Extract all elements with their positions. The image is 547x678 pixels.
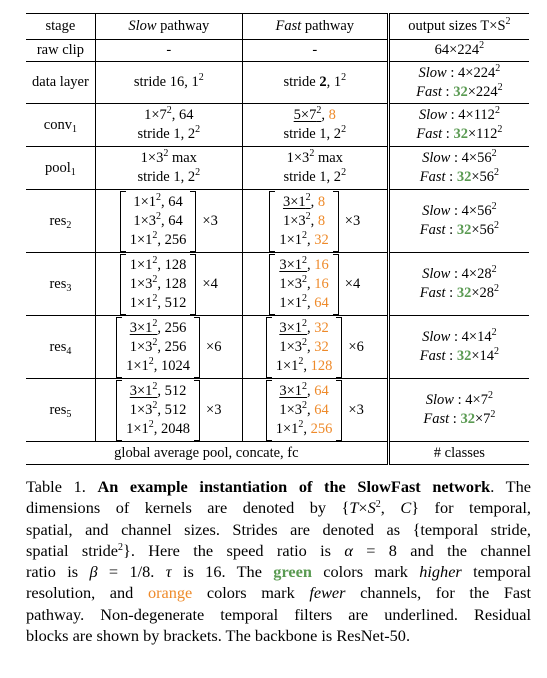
kernel-size: 1×3 (282, 212, 306, 229)
caption-segment: ratio is (26, 562, 90, 582)
caption-segment: An example instantiation of the SlowFast network (97, 477, 491, 496)
table-header-row (26, 14, 529, 40)
superscript: 2 (148, 355, 154, 367)
kernel-line (276, 420, 333, 439)
channels: , 256 (157, 338, 187, 355)
residual-block (266, 380, 364, 441)
out-raw-clip: $64\times 224^2$ (388, 40, 529, 62)
channels: , 256 (157, 231, 187, 248)
kernel-line (279, 231, 328, 250)
fast-size: ×14 (471, 348, 494, 364)
row-res-3 (26, 253, 529, 316)
kernel-size: 1×1 (275, 420, 299, 437)
kernel-size: 1×1 (129, 231, 153, 248)
repeat-count: ×4 (344, 275, 361, 292)
channels: , 512 (157, 401, 187, 418)
row-pool1 (26, 147, 529, 190)
superscript: 2 (152, 229, 158, 241)
superscript: 2 (152, 336, 158, 348)
kernel-line (276, 338, 333, 357)
separator: : (445, 285, 457, 301)
superscript: 2 (302, 399, 308, 411)
channels: 16 (314, 275, 329, 292)
slow-label: Slow (422, 266, 451, 282)
residual-block (120, 191, 218, 252)
bracket (266, 317, 343, 378)
stage-raw-clip: raw clip (36, 42, 84, 58)
caption-segment: blocks are shown by brackets. The backbone is ResNet-50. (26, 626, 411, 646)
superscript: 2 (494, 220, 499, 231)
caption-segment: × (358, 498, 368, 518)
bracket (269, 191, 338, 252)
caption-segment: = 1/8. (97, 562, 166, 582)
fast-label: Fast (419, 348, 446, 364)
superscript: 2 (298, 418, 304, 430)
superscript: 2 (152, 254, 158, 266)
fast-label: Fast (419, 285, 446, 301)
superscript: 2 (302, 229, 308, 241)
fast-raw-clip: - (242, 40, 388, 62)
fast-frames: 32 (460, 411, 475, 427)
repeat-count: ×4 (202, 275, 218, 292)
stage-subscript: 4 (66, 345, 72, 357)
kernel-line (126, 420, 190, 439)
header-slow: Slow pathway (95, 14, 242, 40)
repeat-count: ×3 (206, 401, 222, 418)
superscript: 2 (491, 327, 497, 338)
stage-label: res (49, 401, 67, 418)
caption-segment: β (89, 562, 98, 582)
kernel-line (126, 382, 190, 401)
kernel-line (279, 193, 328, 212)
channels: 64 (314, 382, 329, 399)
out-res-3 (388, 253, 529, 316)
stage-data-layer: data layer (32, 74, 89, 90)
superscript: 2 (305, 210, 311, 222)
stage-subscript: 5 (66, 408, 72, 420)
slow-res-4 (95, 316, 242, 379)
slow-size: : 4×28 (450, 266, 492, 282)
kernel-line (130, 193, 187, 212)
caption-segment: 2 (375, 499, 381, 511)
superscript: 2 (298, 355, 304, 367)
footer-left: global average pool, concate, fc (114, 444, 299, 461)
kernel-line (130, 256, 187, 275)
repeat-count: ×3 (348, 401, 364, 418)
kernel-line (276, 401, 333, 420)
caption-line (26, 604, 531, 625)
output-slow (394, 202, 525, 221)
channels: 8 (317, 193, 326, 210)
superscript: 2 (152, 292, 158, 304)
table-caption (26, 476, 531, 646)
slow-label: Slow (422, 203, 451, 219)
separator: , (310, 193, 318, 210)
stage-res-3 (26, 253, 95, 316)
caption-line (26, 497, 531, 518)
separator: , (307, 256, 315, 273)
channels: 32 (314, 231, 329, 248)
output-fast (394, 410, 525, 429)
slow-res-3 (95, 253, 242, 316)
residual-block (269, 254, 360, 315)
caption-segment: is 16. The (171, 562, 274, 582)
superscript: 2 (305, 191, 311, 203)
kernel-size: 1×3 (129, 338, 153, 355)
kernel-line (276, 319, 333, 338)
caption-segment: dimensions of kernels are denoted by { (26, 498, 350, 518)
architecture-table (26, 13, 529, 465)
caption-line (26, 561, 531, 582)
stage-label: res (49, 338, 67, 355)
channels: , 512 (157, 294, 187, 311)
separator: : (445, 222, 457, 238)
res-stages-body (26, 190, 529, 442)
kernel-line (126, 357, 190, 376)
row-res-4 (26, 316, 529, 379)
out-res-5 (388, 379, 529, 442)
output-slow (394, 328, 525, 347)
fast-frames: 32 (456, 285, 472, 301)
slow-raw-clip: - (95, 40, 242, 62)
caption-segment: , (380, 498, 401, 518)
superscript: 2 (302, 292, 308, 304)
fast-frames: 32 (456, 222, 472, 238)
stage-res-2 (26, 190, 95, 253)
output-slow (394, 391, 525, 410)
residual-block (269, 191, 360, 252)
kernel-line (130, 275, 187, 294)
caption-segment: }. Here the speed ratio is (123, 540, 345, 560)
superscript: 2 (494, 346, 499, 357)
slow-res-2 (95, 190, 242, 253)
separator: , (303, 420, 311, 437)
fast-size: ×28 (471, 285, 494, 301)
fast-res-5 (242, 379, 388, 442)
kernel-line (130, 294, 187, 313)
caption-segment: resolution, and (26, 583, 148, 603)
channels: 128 (310, 357, 333, 374)
caption-segment: } for temporal, (411, 498, 531, 518)
fast-res-3 (242, 253, 388, 316)
kernel-size: 1×3 (133, 212, 157, 229)
caption-line (26, 625, 531, 646)
caption-segment: . The (490, 477, 531, 496)
superscript: 2 (491, 264, 497, 275)
kernel-size: 3×1 (279, 256, 303, 273)
output-slow (394, 265, 525, 284)
slow-res-5 (95, 379, 242, 442)
out-pool1: Slow : $4\times 56^2$ Fast : $32\times 56^2$ (388, 147, 529, 190)
fast-size: ×56 (471, 222, 494, 238)
superscript: 2 (152, 273, 158, 285)
superscript: 2 (302, 273, 308, 285)
slow-size: : 4×7 (453, 392, 488, 408)
slow-label: Slow (422, 329, 451, 345)
superscript: 2 (152, 399, 158, 411)
repeat-count: ×3 (344, 212, 361, 229)
fast-res-4 (242, 316, 388, 379)
channels: 64 (314, 294, 329, 311)
caption-segment: spatial stride (26, 540, 119, 560)
repeat-count: ×6 (206, 338, 222, 355)
channels: , 1024 (153, 357, 191, 374)
kernel-size: 3×1 (279, 382, 303, 399)
kernel-size: 1×1 (129, 256, 153, 273)
channels: , 64 (161, 212, 183, 229)
caption-line (26, 476, 531, 497)
output-fast (394, 284, 525, 303)
slow-conv1: $1\times 7^2$, 64 stride 1, $2^2$ (95, 104, 242, 147)
out-conv1: Slow : $4\times 112^2$ Fast : $32\times 112^2$ (388, 104, 529, 147)
separator: , (307, 319, 315, 336)
kernel-size: 1×1 (279, 294, 303, 311)
bracket (120, 254, 197, 315)
slow-size: : 4×56 (450, 203, 492, 219)
kernel-line (279, 256, 328, 275)
residual-block (266, 317, 364, 378)
stage-subscript: 2 (66, 219, 72, 231)
stage-label: res (49, 212, 67, 229)
out-res-4 (388, 316, 529, 379)
caption-segment: colors mark (192, 583, 310, 603)
kernel-line (279, 275, 328, 294)
kernel-size: 1×3 (129, 401, 153, 418)
separator: , (307, 382, 315, 399)
kernel-size: 3×1 (282, 193, 306, 210)
out-res-2 (388, 190, 529, 253)
row-res-5 (26, 379, 529, 442)
separator: : (449, 411, 461, 427)
bracket (116, 317, 200, 378)
caption-line (26, 582, 531, 603)
separator: , (303, 357, 311, 374)
kernel-size: 1×1 (126, 357, 149, 374)
superscript: 2 (152, 380, 158, 392)
fast-data-layer: stride 2, $1^2$ (242, 62, 388, 104)
stage-subscript: 3 (66, 282, 72, 294)
channels: , 64 (161, 193, 183, 210)
superscript: 2 (490, 409, 496, 420)
stage-label: res (49, 275, 67, 292)
kernel-size: 3×1 (129, 382, 153, 399)
fast-conv1: $5\times 7^2$, 8 stride 1, $2^2$ (242, 104, 388, 147)
kernel-line (130, 212, 187, 231)
stage-res-4 (26, 316, 95, 379)
channels: 64 (314, 401, 329, 418)
channels: , 512 (157, 382, 187, 399)
caption-segment: fewer (309, 583, 346, 603)
stage-pool1: pool$_1$ (45, 159, 76, 178)
separator: , (307, 231, 315, 248)
superscript: 2 (156, 210, 162, 222)
fast-frames: 32 (456, 348, 472, 364)
slow-size: : 4×14 (450, 329, 492, 345)
row-data-layer (26, 62, 529, 104)
channels: 8 (317, 212, 326, 229)
fast-res-2 (242, 190, 388, 253)
slow-data-layer: stride 16, $1^2$ (95, 62, 242, 104)
output-fast (394, 347, 525, 366)
kernel-line (276, 357, 333, 376)
channels: 32 (314, 338, 329, 355)
header-stage: stage (45, 18, 76, 34)
caption-segment: τ (165, 562, 172, 582)
caption-segment: 2 (118, 541, 124, 553)
superscript: 2 (302, 336, 308, 348)
separator: , (310, 212, 318, 229)
caption-segment: spatial, and channel sizes. Strides are denoted as {temporal stride, (26, 519, 531, 539)
header-fast: Fast pathway (242, 14, 388, 40)
caption-line (26, 540, 531, 561)
caption-segment: temporal (461, 562, 532, 582)
caption-segment: green (273, 562, 312, 582)
caption-segment: = 8 and the channel (352, 540, 531, 560)
row-res-2 (26, 190, 529, 253)
bracket (120, 191, 197, 252)
caption-segment: higher (419, 562, 462, 582)
superscript: 2 (302, 317, 308, 329)
fast-label: Fast (419, 222, 446, 238)
row-footer (26, 442, 529, 465)
caption-segment: S (367, 498, 376, 518)
stage-conv1: conv$_1$ (43, 116, 77, 135)
footer-right: # classes (388, 442, 529, 465)
channels: 32 (314, 319, 329, 336)
fast-size: ×7 (474, 411, 491, 427)
caption-segment: C (400, 498, 412, 518)
residual-block (116, 317, 221, 378)
kernel-size: 3×1 (129, 319, 153, 336)
caption-segment: pathway. Non-degenerate temporal filters are underlined. Residual (26, 604, 531, 624)
channels: 256 (310, 420, 333, 437)
repeat-count: ×3 (202, 212, 218, 229)
out-data-layer: Slow : $4\times 224^2$ Fast : $32\times 224^2$ (388, 62, 529, 104)
separator: : (445, 348, 457, 364)
channels: , 128 (157, 275, 187, 292)
kernel-size: 1×1 (279, 231, 303, 248)
kernel-line (276, 382, 333, 401)
caption-segment: Table 1. (26, 477, 98, 496)
header-output: output sizes $T\times S^2$ (388, 14, 529, 40)
row-raw-clip (26, 40, 529, 62)
bracket (116, 380, 200, 441)
kernel-line (130, 231, 187, 250)
kernel-line (126, 319, 190, 338)
superscript: 2 (302, 380, 308, 392)
channels: 16 (314, 256, 329, 273)
superscript: 2 (302, 254, 308, 266)
caption-segment: T (349, 498, 359, 518)
superscript: 2 (487, 390, 493, 401)
kernel-size: 1×3 (279, 275, 303, 292)
residual-block (120, 254, 218, 315)
kernel-size: 1×1 (129, 294, 153, 311)
caption-segment: colors mark (311, 562, 420, 582)
residual-block (116, 380, 221, 441)
kernel-size: 1×3 (279, 401, 303, 418)
kernel-line (279, 212, 328, 231)
kernel-size: 1×3 (279, 338, 303, 355)
output-fast (394, 221, 525, 240)
stage-res-5 (26, 379, 95, 442)
channels: , 128 (157, 256, 187, 273)
caption-segment: orange (147, 583, 193, 603)
caption-segment: α (344, 540, 353, 560)
kernel-size: 1×1 (126, 420, 149, 437)
channels: , 256 (157, 319, 187, 336)
superscript: 2 (152, 317, 158, 329)
kernel-line (126, 338, 190, 357)
kernel-line (279, 294, 328, 313)
fast-pool1: $1\times 3^2$ max stride 1, $2^2$ (242, 147, 388, 190)
superscript: 2 (491, 201, 497, 212)
row-conv1 (26, 104, 529, 147)
superscript: 2 (494, 283, 499, 294)
separator: , (307, 338, 315, 355)
superscript: 2 (156, 191, 162, 203)
slow-pool1: $1\times 3^2$ max stride 1, $2^2$ (95, 147, 242, 190)
caption-segment: channels, for the Fast (345, 583, 532, 603)
bracket (266, 380, 343, 441)
separator: , (307, 294, 315, 311)
kernel-line (126, 401, 190, 420)
caption-line (26, 519, 531, 540)
kernel-size: 3×1 (279, 319, 303, 336)
bracket (269, 254, 338, 315)
kernel-size: 1×3 (129, 275, 153, 292)
slow-label: Slow (425, 392, 454, 408)
separator: , (307, 275, 315, 292)
kernel-size: 1×1 (133, 193, 157, 210)
kernel-size: 1×1 (275, 357, 299, 374)
fast-label: Fast (423, 411, 450, 427)
repeat-count: ×6 (348, 338, 364, 355)
superscript: 2 (148, 418, 154, 430)
separator: , (307, 401, 315, 418)
channels: , 2048 (153, 420, 191, 437)
